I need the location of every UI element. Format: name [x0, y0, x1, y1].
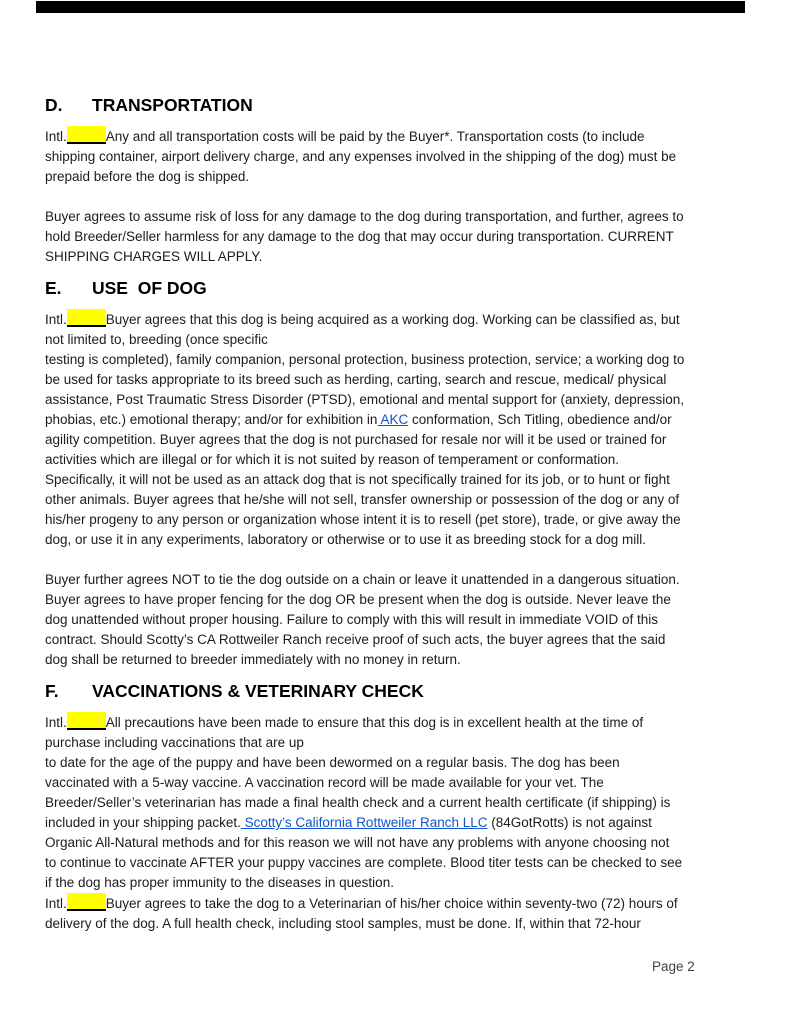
- page-number: Page 2: [652, 959, 695, 974]
- section-letter: E.: [45, 278, 62, 298]
- text-line: phobias, etc.) emotional therapy; and/or for exhibition in AKC conformation, Sch Titling, obedience and/or: [45, 412, 672, 427]
- initials-field[interactable]: [67, 712, 106, 730]
- text-line: activities which are illegal or for which it is not suited by reason of temperament or conformation.: [45, 452, 620, 467]
- text-line: vaccinated with a 5-way vaccine. A vaccination record will be made available for your vet. The: [45, 775, 604, 790]
- paragraph: [45, 207, 749, 267]
- text-line: hold Breeder/Seller harmless for any damage to the dog that may occur during transportation. CURRENT: [45, 229, 674, 244]
- text-line: prepaid before the dog is shipped.: [45, 169, 250, 184]
- text-line: Organic All-Natural methods and for this reason we will not have any problems with anyone choosing not: [45, 835, 670, 850]
- paragraph: [45, 712, 749, 934]
- text-line: included in your shipping packet. Scotty’s California Rottweiler Ranch LLC (84GotRotts) is not against: [45, 815, 652, 830]
- initials-field[interactable]: [67, 309, 106, 327]
- section-title: VACCINATIONS & VETERINARY CHECK: [92, 681, 424, 701]
- text-line: Intl. All precautions have been made to ensure that this dog is in excellent health at the time of: [45, 712, 749, 733]
- section-heading: [45, 278, 749, 299]
- paragraph: [45, 570, 749, 670]
- ranch-link[interactable]: Scotty’s California Rottweiler Ranch LLC: [240, 815, 488, 830]
- text-line: contract. Should Scotty’s CA Rottweiler Ranch receive proof of such acts, the buyer agrees that the said: [45, 632, 666, 647]
- paragraph: [45, 126, 749, 187]
- document-body: [45, 0, 749, 934]
- text-line: Specifically, it will not be used as an attack dog that is not specifically trained for its job, or to hunt or fight: [45, 472, 670, 487]
- section-heading: [45, 95, 749, 116]
- paragraph: [45, 309, 749, 550]
- text-line: not limited to, breeding (once specific: [45, 332, 268, 347]
- text-line: Intl. Buyer agrees that this dog is being acquired as a working dog. Working can be classified as, but: [45, 309, 749, 330]
- text-line: dog shall be returned to breeder immediately with no money in return.: [45, 652, 461, 667]
- text-line: Buyer agrees to have proper fencing for the dog OR be present when the dog is outside. Never leave the: [45, 592, 671, 607]
- section-letter: F.: [45, 681, 59, 701]
- text-line: be used for tasks appropriate to its breed such as herding, carting, search and rescue, medical/ physical: [45, 372, 667, 387]
- text-line: to continue to vaccinate AFTER your puppy vaccines are complete. Blood titer tests can be checked to see: [45, 855, 683, 870]
- text-line: to date for the age of the puppy and have been dewormed on a regular basis. The dog has been: [45, 755, 620, 770]
- text-line: Buyer further agrees NOT to tie the dog outside on a chain or leave it unattended in a dangerous situation.: [45, 572, 680, 587]
- text-line: Intl. Buyer agrees to take the dog to a Veterinarian of his/her choice within seventy-two (72) hours of: [45, 893, 749, 914]
- text-line: testing is completed), family companion, personal protection, business protection, service; a working dog to: [45, 352, 685, 367]
- text-line: agility competition. Buyer agrees that the dog is not purchased for resale nor will it be used or trained for: [45, 432, 667, 447]
- text-line: Breeder/Seller’s veterinarian has made a final health check and a current health certificate (if shipping) is: [45, 795, 671, 810]
- text-line: purchase including vaccinations that are up: [45, 735, 304, 750]
- section-letter: D.: [45, 95, 63, 115]
- text-line: dog unattended without proper housing. Failure to comply with this will result in immediate VOID of this: [45, 612, 659, 627]
- text-line: other animals. Buyer agrees that he/she will not sell, transfer ownership or possession of the dog or any of: [45, 492, 680, 507]
- text-line: his/her progeny to any person or organization whose intent it is to resell (pet store), trade, or give away the: [45, 512, 681, 527]
- text-line: Buyer agrees to assume risk of loss for any damage to the dog during transportation, and further, agrees to: [45, 209, 684, 224]
- section-title: USE OF DOG: [92, 278, 207, 298]
- text-line: Intl. Any and all transportation costs will be paid by the Buyer*. Transportation costs (to include: [45, 126, 749, 147]
- text-line: if the dog has proper immunity to the diseases in question.: [45, 875, 394, 890]
- section-title: TRANSPORTATION: [92, 95, 253, 115]
- text-line: SHIPPING CHARGES WILL APPLY.: [45, 249, 263, 264]
- text-line: shipping container, airport delivery charge, and any expenses involved in the shipping of the dog) must be: [45, 149, 677, 164]
- section-heading: [45, 681, 749, 702]
- akc-link[interactable]: AKC: [377, 412, 409, 427]
- text-line: assistance, Post Traumatic Stress Disorder (PTSD), emotional and mental support for (anxiety, depression,: [45, 392, 685, 407]
- initials-field[interactable]: [67, 893, 106, 911]
- text-line: dog, or use it in any experiments, laboratory or otherwise or to use it as breeding stock for a dog mill.: [45, 532, 647, 547]
- initials-field[interactable]: [67, 126, 106, 144]
- text-line: delivery of the dog. A full health check, including stool samples, must be done. If, within that 72-hour: [45, 916, 641, 931]
